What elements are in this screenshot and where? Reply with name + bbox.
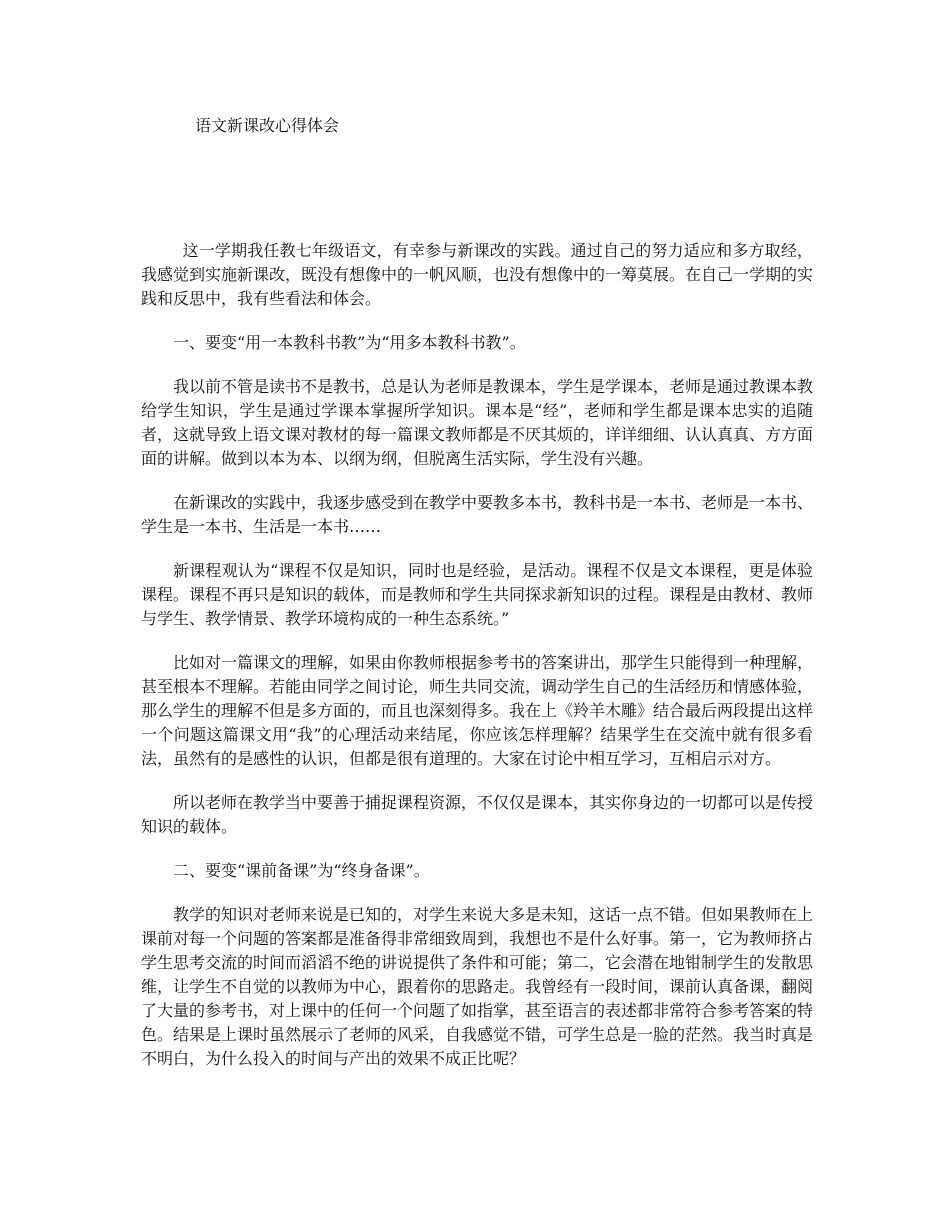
paragraph: 我以前不管是读书不是教书，总是认为老师是教课本，学生是学课本，老师是通过教课本教给学生知识，学生是通过学课本掌握所学知识。课本是“经”，老师和学生都是课本忠实的追随者，这就导致上语文课对教材的每一篇课文教师都是不厌其烦的，详详细细、认认真真、方方面面的讲解。做到以本为本、以纲为纲，但脱离生活实际，学生没有兴趣。 (141, 377, 814, 468)
paragraph-intro: 这一学期我任教七年级语文，有幸参与新课改的实践。通过自己的努力适应和多方取经，我感觉到实施新课改，既没有想像中的一帆风顺，也没有想像中的一筹莫展。在自己一学期的实践和反思中，我有些看法和体会。 (141, 241, 814, 308)
paragraph-quote: 新课程观认为“课程不仅是知识，同时也是经验，是活动。课程不仅是文本课程，更是体验课程。课程不再只是知识的载体，而是教师和学生共同探求新知识的过程。课程是由教材、教师与学生、教学情景、教学环境构成的一种生态系统。” (141, 561, 814, 628)
paragraph: 教学的知识对老师来说是已知的，对学生来说大多是未知，这话一点不错。但如果教师在上课前对每一个问题的答案都是准备得非常细致周到，我想也不是什么好事。第一，它为教师挤占学生思考交流的时间而滔滔不绝的讲说提供了条件和可能；第二，它会潜在地钳制学生的发散思维，让学生不自觉的以教师为中心，跟着你的思路走。我曾经有一段时间，课前认真备课，翻阅了大量的参考书，对上课中的任何一个问题了如指掌，甚至语言的表述都非常符合参考答案的特色。结果是上课时虽然展示了老师的风采，自我感觉不错，可学生总是一脸的茫然。我当时真是不明白，为什么投入的时间与产出的效果不成正比呢？ (141, 905, 814, 1068)
paragraph: 在新课改的实践中，我逐步感受到在教学中要教多本书，教科书是一本书、老师是一本书、学生是一本书、生活是一本书…… (141, 493, 814, 536)
document-title: 语文新课改心得体会 (195, 116, 340, 135)
section-heading-one: 一、要变“用一本教科书教”为“用多本教科书教”。 (173, 333, 526, 352)
paragraph: 比如对一篇课文的理解，如果由你教师根据参考书的答案讲出，那学生只能得到一种理解，甚至根本不理解。若能由同学之间讨论，师生共同交流，调动学生自己的生活经历和情感体验，那么学生的理解不但是多方面的，而且也深刻得多。我在上《羚羊木雕》结合最后两段提出这样一个问题这篇课文用“我”的心理活动来结尾，你应该怎样理解？结果学生在交流中就有很多看法，虽然有的是感性的认识，但都是很有道理的。大家在讨论中相互学习，互相启示对方。 (141, 653, 814, 768)
section-heading-two: 二、要变“课前备课”为“终身备课”。 (173, 861, 430, 880)
paragraph: 所以老师在教学当中要善于捕捉课程资源，不仅仅是课本，其实你身边的一切都可以是传授知识的载体。 (141, 793, 814, 836)
document-body (141, 239, 813, 1091)
